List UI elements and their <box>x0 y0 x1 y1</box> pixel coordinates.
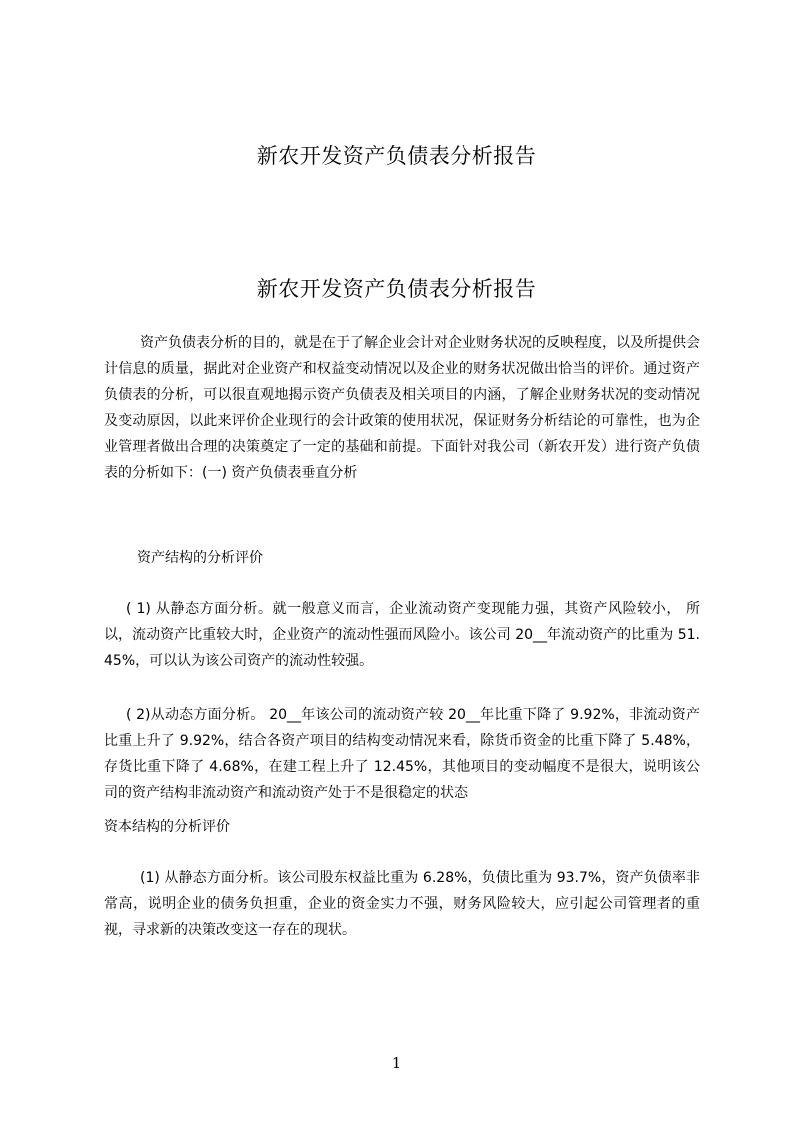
asset-structure-heading: 资产结构的分析评价 <box>137 550 263 566</box>
capital-static-analysis-paragraph: (1) 从静态方面分析。该公司股东权益比重为 6.28%，负债比重为 93.7%，资产负债率非常高，说明企业的债务负担重，企业的资金实力不强，财务风险较大，应引起公司管理者的重视，寻求新的决策改变这一存在的现状。 <box>104 870 700 938</box>
report-title: 新农开发资产负债表分析报告 <box>256 277 537 301</box>
cover-title: 新农开发资产负债表分析报告 <box>256 144 537 168</box>
intro-paragraph: 资产负债表分析的目的，就是在于了解企业会计对企业财务状况的反映程度，以及所提供会计信息的质量，据此对企业资产和权益变动情况以及企业的财务状况做出恰当的评价。通过资产负债表的分析，可以很直观地揭示资产负债表及相关项目的内涵，了解企业财务状况的变动情况及变动原因，以此来评价企业现行的会计政策的使用状况，保证财务分析结论的可靠性，也为企业管理者做出合理的决策奠定了一定的基础和前提。下面针对我公司（新农开发）进行资产负债表的分析如下：(一) 资产负债表垂直分析 <box>104 335 700 481</box>
capital-structure-heading: 资本结构的分析评价 <box>104 819 230 835</box>
asset-static-analysis-paragraph: ( 1) 从静态方面分析。就一般意义而言，企业流动资产变现能力强，其资产风险较小， 所以，流动资产比重较大时，企业资产的流动性强而风险小。该公司 20__年流动资产的比重为 51.45%，可以认为该公司资产的流动性较强。 <box>104 601 700 669</box>
page-number: 1 <box>391 1054 402 1072</box>
asset-dynamic-analysis-paragraph: ( 2)从动态方面分析。 20__年该公司的流动资产较 20__年比重下降了 9.92%，非流动资产比重上升了 9.92%，结合各资产项目的结构变动情况来看，除货币资金的比重下降了 5.48%，存货比重下降了 4.68%，在建工程上升了 12.45%，其他项目的变动幅度不是很大，说明该公司的资产结构非流动资产和流动资产处于不是很稳定的状态 <box>104 707 700 801</box>
